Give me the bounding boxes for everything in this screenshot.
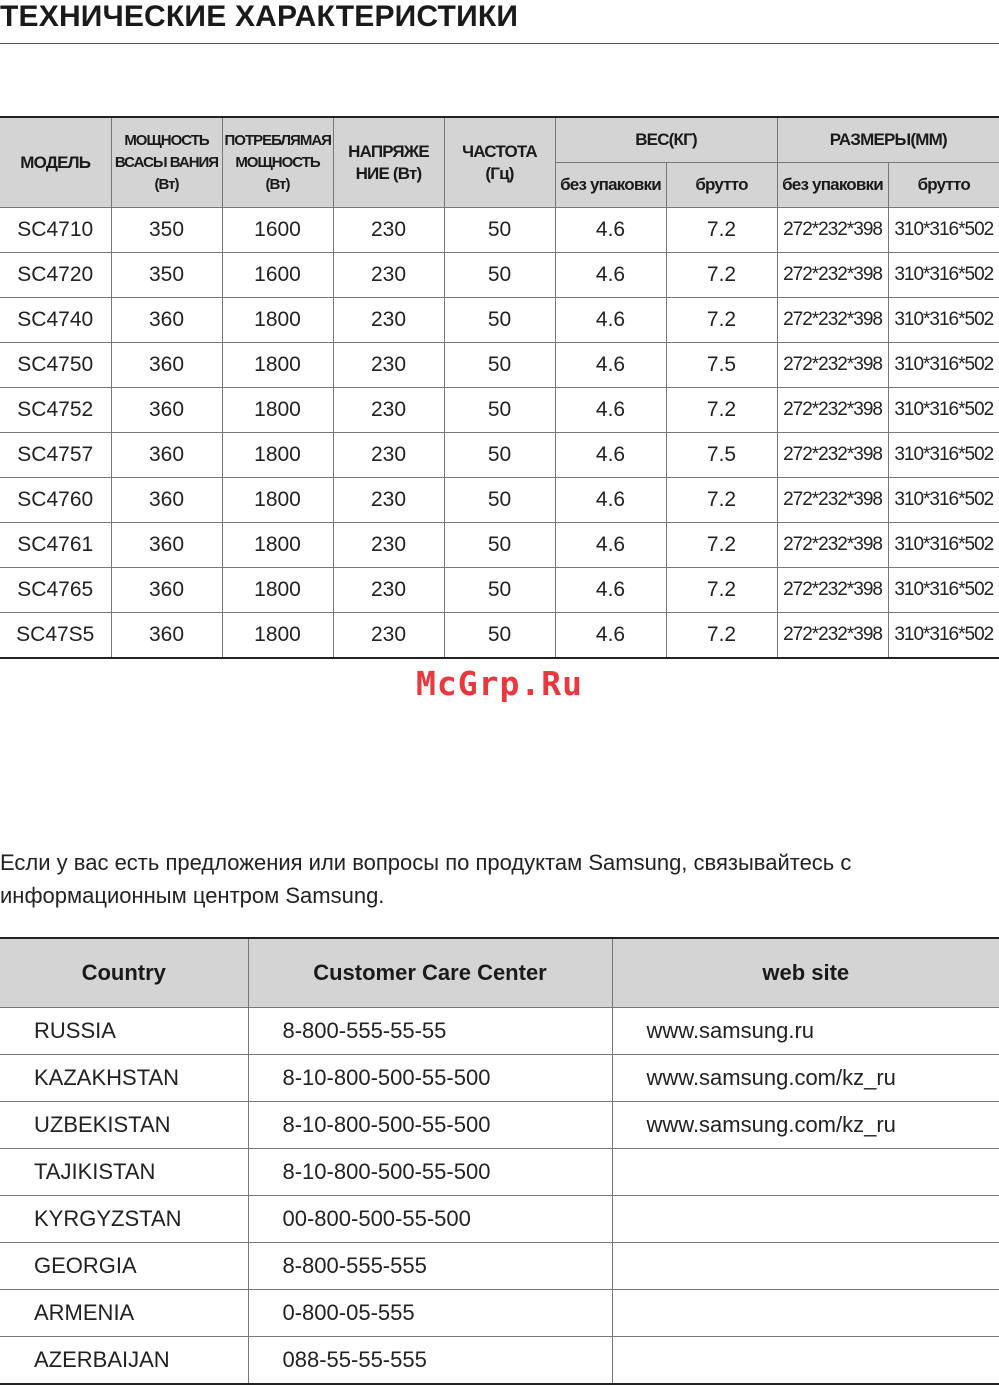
cell-phone: 00-800-500-55-500	[248, 1196, 612, 1243]
cell-weight-gross: 7.5	[666, 433, 777, 478]
header-voltage: НАПРЯЖЕ НИЕ (Вт)	[333, 117, 444, 208]
cell-country: ARMENIA	[0, 1290, 248, 1337]
cell-power-consumption: 1800	[222, 568, 333, 613]
cell-weight-gross: 7.2	[666, 253, 777, 298]
header-dim-gross: брутто	[888, 163, 999, 208]
cell-frequency: 50	[444, 613, 555, 659]
cell-frequency: 50	[444, 478, 555, 523]
cell-dim-net: 272*232*398	[777, 568, 888, 613]
cell-model: SC4757	[0, 433, 111, 478]
cell-voltage: 230	[333, 478, 444, 523]
cell-site: www.samsung.com/kz_ru	[612, 1055, 999, 1102]
cell-dim-gross: 310*316*502	[888, 613, 999, 659]
cell-dim-net: 272*232*398	[777, 613, 888, 659]
cell-frequency: 50	[444, 568, 555, 613]
cell-dim-net: 272*232*398	[777, 523, 888, 568]
cell-site	[612, 1337, 999, 1385]
cell-weight-net: 4.6	[555, 478, 666, 523]
cell-phone: 8-10-800-500-55-500	[248, 1102, 612, 1149]
cell-dim-gross: 310*316*502	[888, 388, 999, 433]
cell-model: SC4761	[0, 523, 111, 568]
header-model: МОДЕЛЬ	[0, 117, 111, 208]
header-weight: ВЕС(КГ)	[555, 117, 777, 163]
table-row	[0, 1290, 999, 1337]
table-row	[0, 1102, 999, 1149]
cell-frequency: 50	[444, 343, 555, 388]
cell-weight-gross: 7.2	[666, 298, 777, 343]
title-divider	[0, 43, 999, 44]
cell-frequency: 50	[444, 523, 555, 568]
cell-dim-gross: 310*316*502	[888, 253, 999, 298]
page-title: ТЕХНИЧЕСКИЕ ХАРАКТЕРИСТИКИ	[0, 0, 519, 33]
cell-dim-net: 272*232*398	[777, 298, 888, 343]
cell-voltage: 230	[333, 568, 444, 613]
cell-suction-power: 360	[111, 478, 222, 523]
cell-dim-net: 272*232*398	[777, 433, 888, 478]
contact-note: Если у вас есть предложения или вопросы по продуктам Samsung, связывайтесь с информационным центром Samsung.	[0, 850, 852, 908]
header-customer-care-center: Customer Care Center	[248, 938, 612, 1008]
cell-site: www.samsung.com/kz_ru	[612, 1102, 999, 1149]
cell-country: GEORGIA	[0, 1243, 248, 1290]
cell-power-consumption: 1800	[222, 388, 333, 433]
cell-frequency: 50	[444, 388, 555, 433]
cell-phone: 8-800-555-55-55	[248, 1008, 612, 1055]
header-web-site: web site	[612, 938, 999, 1008]
cell-dim-net: 272*232*398	[777, 478, 888, 523]
cell-weight-net: 4.6	[555, 568, 666, 613]
cell-dim-net: 272*232*398	[777, 208, 888, 253]
table-row	[0, 253, 999, 298]
table-row	[0, 298, 999, 343]
cell-model: SC4740	[0, 298, 111, 343]
cell-country: TAJIKISTAN	[0, 1149, 248, 1196]
cell-dim-gross: 310*316*502	[888, 208, 999, 253]
header-dim-net: без упаковки	[777, 163, 888, 208]
cell-dim-gross: 310*316*502	[888, 523, 999, 568]
cell-suction-power: 360	[111, 388, 222, 433]
cell-site	[612, 1290, 999, 1337]
cell-site	[612, 1243, 999, 1290]
cell-suction-power: 360	[111, 568, 222, 613]
cell-weight-net: 4.6	[555, 253, 666, 298]
cell-weight-net: 4.6	[555, 343, 666, 388]
cell-weight-gross: 7.2	[666, 568, 777, 613]
table-row	[0, 1149, 999, 1196]
cell-country: AZERBAIJAN	[0, 1337, 248, 1385]
cell-power-consumption: 1600	[222, 208, 333, 253]
table-row	[0, 1243, 999, 1290]
cell-site: www.samsung.ru	[612, 1008, 999, 1055]
cell-frequency: 50	[444, 208, 555, 253]
cell-voltage: 230	[333, 208, 444, 253]
table-row	[0, 568, 999, 613]
cell-voltage: 230	[333, 388, 444, 433]
cell-dim-gross: 310*316*502	[888, 343, 999, 388]
cell-dim-gross: 310*316*502	[888, 433, 999, 478]
cell-frequency: 50	[444, 298, 555, 343]
cell-suction-power: 360	[111, 433, 222, 478]
cell-weight-gross: 7.2	[666, 208, 777, 253]
cell-frequency: 50	[444, 253, 555, 298]
cell-country: UZBEKISTAN	[0, 1102, 248, 1149]
cell-model: SC47S5	[0, 613, 111, 659]
cell-weight-gross: 7.2	[666, 478, 777, 523]
table-row	[0, 523, 999, 568]
cell-power-consumption: 1800	[222, 613, 333, 659]
cell-power-consumption: 1800	[222, 433, 333, 478]
cell-model: SC4760	[0, 478, 111, 523]
cell-weight-net: 4.6	[555, 388, 666, 433]
cell-power-consumption: 1800	[222, 343, 333, 388]
cell-suction-power: 360	[111, 343, 222, 388]
cell-country: KYRGYZSTAN	[0, 1196, 248, 1243]
cell-model: SC4720	[0, 253, 111, 298]
header-frequency: ЧАСТОТА (Гц)	[444, 117, 555, 208]
cell-weight-gross: 7.2	[666, 613, 777, 659]
cell-country: KAZAKHSTAN	[0, 1055, 248, 1102]
cell-weight-gross: 7.2	[666, 388, 777, 433]
table-row	[0, 1008, 999, 1055]
spec-table	[0, 116, 999, 659]
cell-voltage: 230	[333, 433, 444, 478]
cell-power-consumption: 1800	[222, 523, 333, 568]
header-suction-power: МОЩНОСТЬ ВСАСЫ ВАНИЯ (Вт)	[111, 117, 222, 208]
cell-voltage: 230	[333, 523, 444, 568]
cell-power-consumption: 1600	[222, 253, 333, 298]
cell-site	[612, 1196, 999, 1243]
cell-suction-power: 350	[111, 253, 222, 298]
table-row	[0, 388, 999, 433]
watermark: McGrp.Ru	[416, 664, 583, 703]
cell-weight-net: 4.6	[555, 208, 666, 253]
cell-model: SC4750	[0, 343, 111, 388]
cell-phone: 8-800-555-555	[248, 1243, 612, 1290]
cell-dim-net: 272*232*398	[777, 343, 888, 388]
table-row	[0, 613, 999, 659]
header-weight-net: без упаковки	[555, 163, 666, 208]
cell-phone: 0-800-05-555	[248, 1290, 612, 1337]
cell-voltage: 230	[333, 298, 444, 343]
cell-power-consumption: 1800	[222, 298, 333, 343]
cell-model: SC4710	[0, 208, 111, 253]
cell-country: RUSSIA	[0, 1008, 248, 1055]
table-row	[0, 1055, 999, 1102]
cell-suction-power: 350	[111, 208, 222, 253]
header-power-consumption: ПОТРЕБЛЯМАЯ МОЩНОСТЬ (Вт)	[222, 117, 333, 208]
cell-voltage: 230	[333, 343, 444, 388]
table-row	[0, 343, 999, 388]
cell-power-consumption: 1800	[222, 478, 333, 523]
cell-dim-gross: 310*316*502	[888, 568, 999, 613]
cell-frequency: 50	[444, 433, 555, 478]
cell-weight-gross: 7.2	[666, 523, 777, 568]
customer-care-table	[0, 937, 999, 1385]
cell-dim-net: 272*232*398	[777, 253, 888, 298]
cell-model: SC4765	[0, 568, 111, 613]
cell-voltage: 230	[333, 253, 444, 298]
cell-phone: 8-10-800-500-55-500	[248, 1055, 612, 1102]
header-weight-gross: брутто	[666, 163, 777, 208]
header-country: Country	[0, 938, 248, 1008]
cell-weight-net: 4.6	[555, 433, 666, 478]
table-row	[0, 208, 999, 253]
table-row	[0, 433, 999, 478]
cell-phone: 088-55-55-555	[248, 1337, 612, 1385]
table-row	[0, 478, 999, 523]
cell-suction-power: 360	[111, 613, 222, 659]
cell-weight-net: 4.6	[555, 298, 666, 343]
cell-model: SC4752	[0, 388, 111, 433]
header-dimensions: РАЗМЕРЫ(ММ)	[777, 117, 999, 163]
cell-dim-gross: 310*316*502	[888, 478, 999, 523]
table-row	[0, 1337, 999, 1385]
cell-phone: 8-10-800-500-55-500	[248, 1149, 612, 1196]
cell-weight-net: 4.6	[555, 613, 666, 659]
cell-suction-power: 360	[111, 298, 222, 343]
cell-suction-power: 360	[111, 523, 222, 568]
cell-dim-gross: 310*316*502	[888, 298, 999, 343]
table-row	[0, 1196, 999, 1243]
cell-voltage: 230	[333, 613, 444, 659]
cell-dim-net: 272*232*398	[777, 388, 888, 433]
cell-weight-net: 4.6	[555, 523, 666, 568]
cell-site	[612, 1149, 999, 1196]
cell-weight-gross: 7.5	[666, 343, 777, 388]
